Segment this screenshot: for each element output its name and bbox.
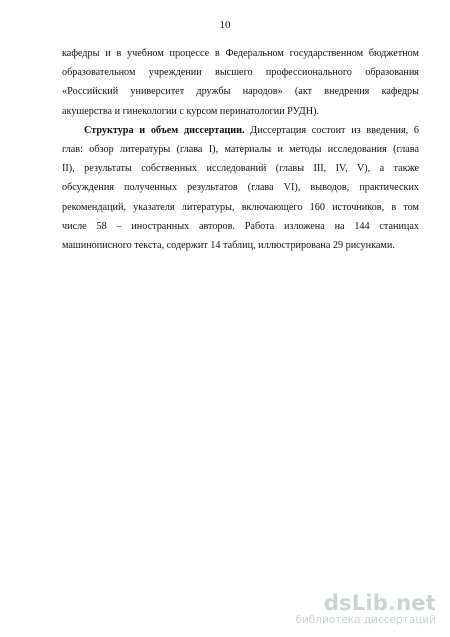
watermark-logo-suffix: net [396,591,436,615]
paragraph-2-line-1 [62,121,419,140]
paragraph-2-line-1-text: Диссертация состоит из введения, 6 [244,124,419,136]
paragraph-2-line-7: машинописного текста, содержит 14 таблиц, иллюстрирована 29 рисунками. [62,240,395,252]
watermark-caption: библиотека диссертаций [295,614,436,626]
paragraph-1-line-1: кафедры и в учебном процессе в Федеральном государственном бюджетном [62,48,419,59]
paragraph-1-line-4: акушерства и гинекологии с курсом перинатологии РУДН). [62,105,320,117]
paragraph-2-line-4: обсуждения полученных результатов (глава VI), выводов, практических [62,182,419,194]
paragraph-1-line-2: образовательном учреждении высшего профессионального образования [62,67,419,79]
document-body [62,44,419,255]
paragraph-1-line-3: «Российский университет дружбы народов» (акт внедрения кафедры [62,86,419,98]
paragraph-2-line-5: рекомендаций, указателя литературы, включающего 160 источников, в том [62,201,419,213]
paragraph-2-line-3: II), результаты собственных исследований (главы III, IV, V), а также [62,163,419,175]
page-number: 10 [219,19,231,31]
dslib-watermark [295,591,436,628]
paragraph-2-line-2: глав: обзор литературы (глава I), материалы и методы исследования (глава [62,144,419,156]
section-heading: Структура и объем диссертации. [84,124,245,136]
watermark-logo [324,592,436,614]
watermark-logo-prefix: dsLib [323,591,388,615]
paragraph-2-line-6: числе 58 – иностранных авторов. Работа изложена на 144 станицах [62,220,419,232]
watermark-logo-dot: . [387,591,397,615]
